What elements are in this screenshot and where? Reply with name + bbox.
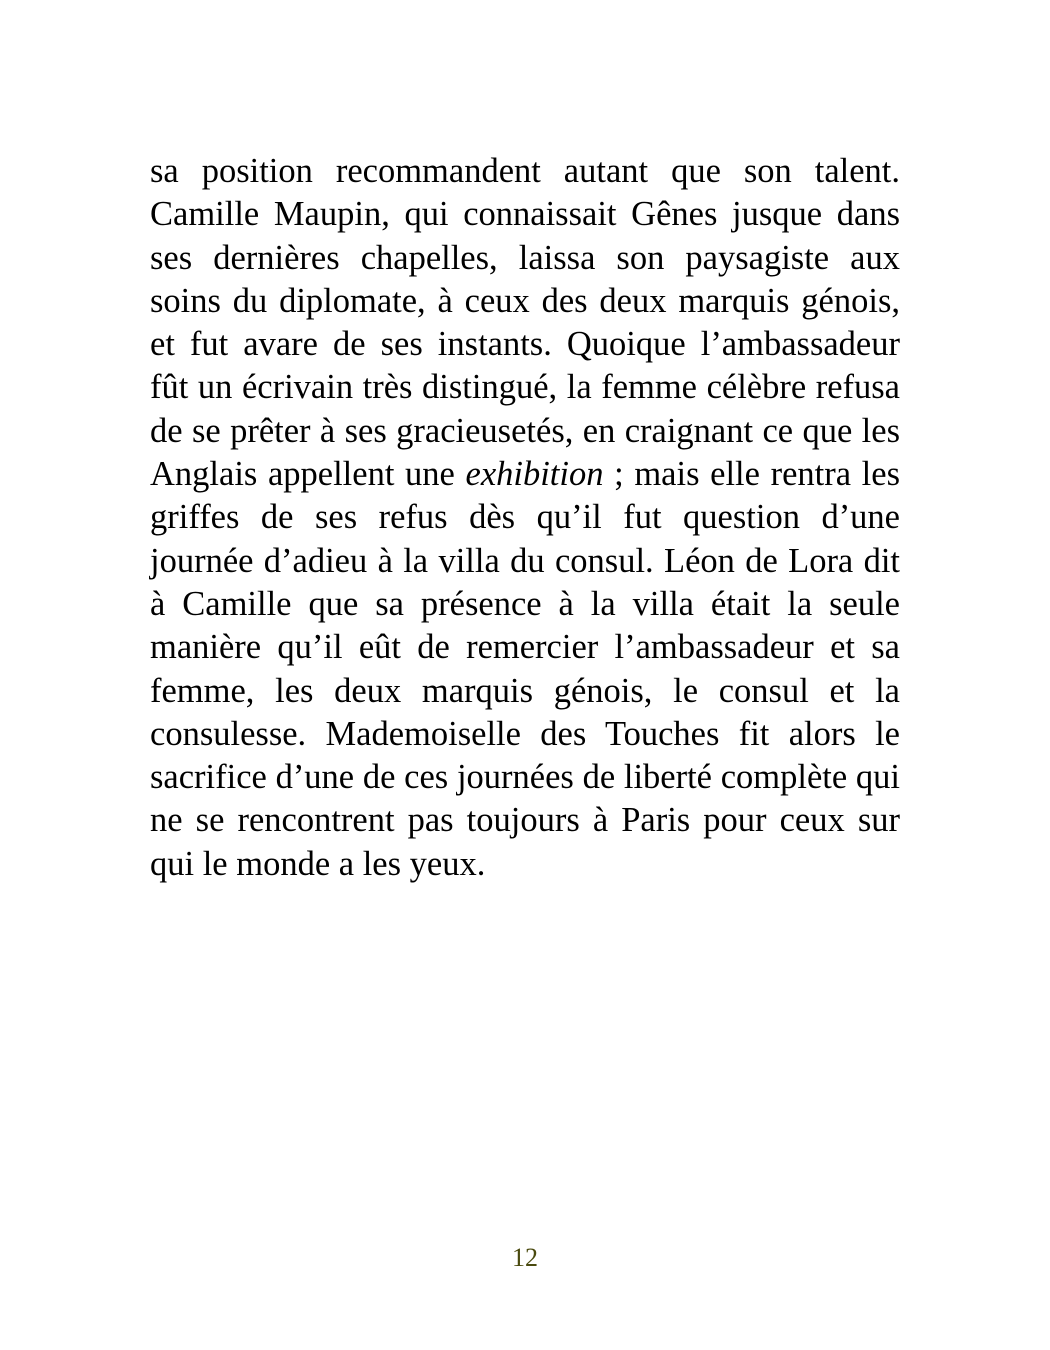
body-paragraph	[150, 150, 900, 886]
paragraph-text-part-2: ; mais elle rentra les griffes de ses refus dès qu’il fut question d’une journée d’adieu à la villa du consul. Léon de Lora dit à Camille que sa présence à la villa était la seule manière qu’il eût de remercier l’ambassadeur et sa femme, les deux marquis génois, le consul et la consulesse. Mademoiselle des Touches fit alors le sacrifice d’une de ces journées de liberté complète qui ne se rencontrent pas toujours à Paris pour ceux sur qui le monde a les yeux.	[150, 455, 900, 883]
paragraph-text-part-1: sa position recommandent autant que son talent. Camille Maupin, qui connaissait Gênes jusque dans ses dernières chapelles, laissa son paysagiste aux soins du diplomate, à ceux des deux marquis génois, et fut avare de ses instants. Quoique l’ambassadeur fût un écrivain très distingué, la femme célèbre refusa de se prêter à ses gracieusetés, en craignant ce que les Anglais appellent une	[150, 152, 900, 494]
emphasized-word: exhibition	[465, 455, 604, 494]
page-number: 12	[512, 1243, 538, 1272]
